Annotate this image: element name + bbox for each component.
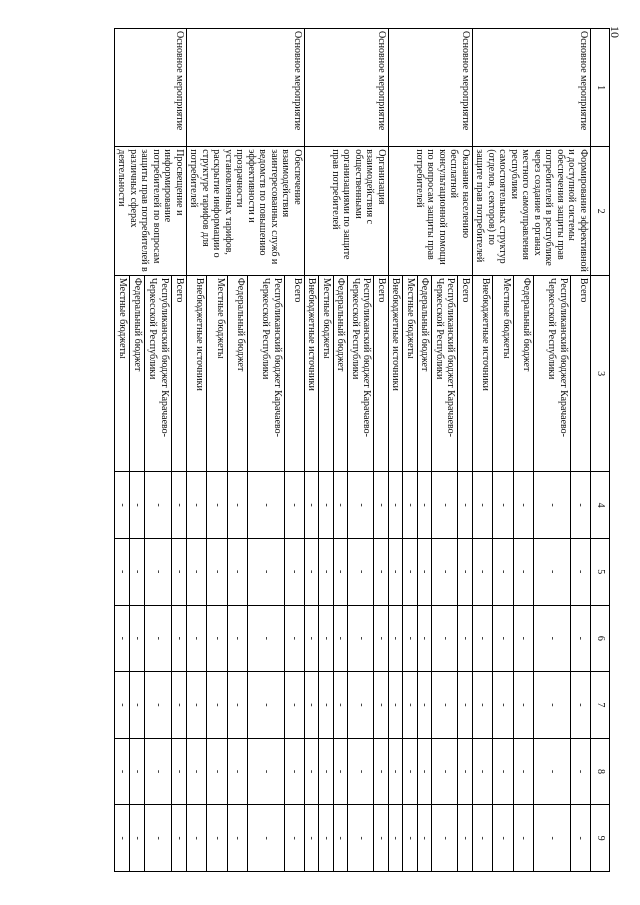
- value-cell: -: [248, 472, 285, 539]
- value-cell: -: [130, 805, 145, 872]
- value-cell: -: [248, 805, 285, 872]
- value-cell: -: [227, 805, 247, 872]
- value-cell: -: [348, 805, 374, 872]
- value-cell: -: [473, 605, 493, 672]
- value-cell: -: [348, 672, 374, 739]
- value-cell: -: [348, 738, 374, 805]
- value-cell: -: [227, 738, 247, 805]
- value-cell: -: [534, 538, 571, 605]
- value-cell: -: [570, 538, 590, 605]
- value-cell: -: [403, 538, 418, 605]
- value-cell: -: [403, 805, 418, 872]
- value-cell: -: [534, 805, 571, 872]
- value-cell: -: [374, 605, 389, 672]
- funding-source-cell: Федеральный бюджет: [130, 275, 145, 471]
- funding-source-cell: Внебюджетные источники: [389, 275, 404, 471]
- value-cell: -: [187, 672, 207, 739]
- value-cell: -: [418, 672, 433, 739]
- value-cell: -: [418, 605, 433, 672]
- value-cell: -: [374, 538, 389, 605]
- value-cell: -: [534, 672, 571, 739]
- value-cell: -: [145, 805, 172, 872]
- value-cell: -: [493, 738, 513, 805]
- value-cell: -: [305, 472, 320, 539]
- value-cell: -: [115, 738, 130, 805]
- column-header: 2: [591, 147, 610, 276]
- value-cell: -: [493, 538, 513, 605]
- value-cell: -: [513, 605, 533, 672]
- value-cell: -: [473, 738, 493, 805]
- value-cell: -: [374, 738, 389, 805]
- value-cell: -: [389, 538, 404, 605]
- value-cell: -: [334, 672, 349, 739]
- value-cell: -: [284, 672, 304, 739]
- value-cell: -: [284, 805, 304, 872]
- value-cell: -: [319, 738, 334, 805]
- value-cell: -: [458, 672, 473, 739]
- value-cell: -: [374, 805, 389, 872]
- value-cell: -: [403, 605, 418, 672]
- value-cell: -: [171, 472, 186, 539]
- table-row: [284, 29, 304, 872]
- value-cell: -: [248, 605, 285, 672]
- funding-source-cell: Федеральный бюджет: [513, 275, 533, 471]
- value-cell: -: [403, 672, 418, 739]
- value-cell: -: [458, 472, 473, 539]
- value-cell: -: [248, 672, 285, 739]
- value-cell: -: [374, 672, 389, 739]
- column-header: 3: [591, 275, 610, 471]
- program-table: [114, 28, 610, 872]
- value-cell: -: [319, 538, 334, 605]
- value-cell: -: [458, 805, 473, 872]
- rotated-table-container: [80, 28, 610, 872]
- value-cell: -: [145, 538, 172, 605]
- funding-source-cell: Внебюджетные источники: [187, 275, 207, 471]
- value-cell: -: [458, 605, 473, 672]
- value-cell: -: [130, 472, 145, 539]
- value-cell: -: [305, 672, 320, 739]
- value-cell: -: [403, 472, 418, 539]
- value-cell: -: [187, 605, 207, 672]
- column-header: 8: [591, 738, 610, 805]
- value-cell: -: [534, 472, 571, 539]
- value-cell: -: [432, 538, 458, 605]
- event-name-cell: Формирование эффективной и доступной системы обеспечения защиты прав потребителей в республике через создание в органах местного самоуправления республики самостоятельных структур (отделов, секторов) по защите прав потребителей: [473, 147, 591, 276]
- table-row: [570, 29, 590, 872]
- value-cell: -: [432, 605, 458, 672]
- value-cell: -: [130, 605, 145, 672]
- funding-source-cell: Внебюджетные источники: [305, 275, 320, 471]
- value-cell: -: [115, 805, 130, 872]
- value-cell: -: [227, 672, 247, 739]
- value-cell: -: [334, 738, 349, 805]
- funding-source-cell: Всего: [374, 275, 389, 471]
- value-cell: -: [334, 605, 349, 672]
- value-cell: -: [207, 538, 227, 605]
- value-cell: -: [534, 738, 571, 805]
- value-cell: -: [432, 472, 458, 539]
- value-cell: -: [187, 472, 207, 539]
- value-cell: -: [248, 538, 285, 605]
- event-type-cell: Основное мероприятие: [115, 29, 187, 147]
- column-header: 4: [591, 472, 610, 539]
- value-cell: -: [348, 605, 374, 672]
- value-cell: -: [305, 805, 320, 872]
- value-cell: -: [418, 472, 433, 539]
- value-cell: -: [305, 738, 320, 805]
- funding-source-cell: Местные бюджеты: [115, 275, 130, 471]
- value-cell: -: [171, 738, 186, 805]
- value-cell: -: [348, 472, 374, 539]
- funding-source-cell: Федеральный бюджет: [418, 275, 433, 471]
- value-cell: -: [418, 738, 433, 805]
- funding-source-cell: Федеральный бюджет: [227, 275, 247, 471]
- funding-source-cell: Местные бюджеты: [403, 275, 418, 471]
- value-cell: -: [207, 738, 227, 805]
- value-cell: -: [348, 538, 374, 605]
- funding-source-cell: Местные бюджеты: [493, 275, 513, 471]
- value-cell: -: [145, 738, 172, 805]
- funding-source-cell: Всего: [458, 275, 473, 471]
- header-row: [591, 29, 610, 872]
- value-cell: -: [130, 738, 145, 805]
- column-header: 5: [591, 538, 610, 605]
- value-cell: -: [473, 538, 493, 605]
- value-cell: -: [227, 472, 247, 539]
- funding-source-cell: Всего: [171, 275, 186, 471]
- value-cell: -: [403, 738, 418, 805]
- value-cell: -: [145, 672, 172, 739]
- value-cell: -: [115, 538, 130, 605]
- value-cell: -: [570, 738, 590, 805]
- value-cell: -: [319, 605, 334, 672]
- funding-source-cell: Внебюджетные источники: [473, 275, 493, 471]
- event-name-cell: Просвещение и информирование потребителей по вопросам защиты прав потребителей в различных сферах деятельности: [115, 147, 187, 276]
- column-header: 1: [591, 29, 610, 147]
- value-cell: -: [305, 538, 320, 605]
- value-cell: -: [171, 605, 186, 672]
- value-cell: -: [284, 738, 304, 805]
- value-cell: -: [207, 605, 227, 672]
- value-cell: -: [284, 605, 304, 672]
- funding-source-cell: Всего: [284, 275, 304, 471]
- value-cell: -: [493, 605, 513, 672]
- value-cell: -: [432, 738, 458, 805]
- value-cell: -: [319, 672, 334, 739]
- value-cell: -: [418, 538, 433, 605]
- funding-source-cell: Республиканский бюджет Карачаево-Черкесской Республики: [248, 275, 285, 471]
- value-cell: -: [493, 805, 513, 872]
- value-cell: -: [171, 672, 186, 739]
- value-cell: -: [389, 805, 404, 872]
- value-cell: -: [493, 472, 513, 539]
- value-cell: -: [513, 672, 533, 739]
- value-cell: -: [284, 538, 304, 605]
- table-row: [171, 29, 186, 872]
- value-cell: -: [248, 738, 285, 805]
- value-cell: -: [389, 672, 404, 739]
- value-cell: -: [319, 805, 334, 872]
- funding-source-cell: Республиканский бюджет Карачаево-Черкесской Республики: [145, 275, 172, 471]
- value-cell: -: [305, 605, 320, 672]
- table-row: [458, 29, 473, 872]
- funding-source-cell: Местные бюджеты: [207, 275, 227, 471]
- value-cell: -: [570, 605, 590, 672]
- funding-source-cell: Республиканский бюджет Карачаево-Черкесской Республики: [534, 275, 571, 471]
- event-type-cell: Основное мероприятие: [389, 29, 473, 147]
- column-header: 6: [591, 605, 610, 672]
- value-cell: -: [389, 605, 404, 672]
- value-cell: -: [130, 672, 145, 739]
- value-cell: -: [115, 672, 130, 739]
- value-cell: -: [374, 472, 389, 539]
- value-cell: -: [513, 805, 533, 872]
- value-cell: -: [389, 472, 404, 539]
- value-cell: -: [207, 672, 227, 739]
- value-cell: -: [145, 472, 172, 539]
- value-cell: -: [513, 472, 533, 539]
- value-cell: -: [145, 605, 172, 672]
- event-name-cell: Организация взаимодействия с общественными организациями по защите прав потребителей: [305, 147, 389, 276]
- value-cell: -: [187, 538, 207, 605]
- value-cell: -: [432, 672, 458, 739]
- value-cell: -: [187, 738, 207, 805]
- value-cell: -: [389, 738, 404, 805]
- value-cell: -: [513, 738, 533, 805]
- value-cell: -: [207, 805, 227, 872]
- funding-source-cell: Местные бюджеты: [319, 275, 334, 471]
- value-cell: -: [473, 805, 493, 872]
- value-cell: -: [334, 472, 349, 539]
- value-cell: -: [115, 605, 130, 672]
- event-type-cell: Основное мероприятие: [187, 29, 305, 147]
- event-name-cell: Оказание населению бесплатной консультационной помощи по вопросам защиты прав потребителей: [389, 147, 473, 276]
- event-name-cell: Обеспечение взаимодействия заинтересованных служб и ведомств по повышению эффективности и прозрачности установленных тарифов, раскрытие информации о структуре тарифов для потребителей: [187, 147, 305, 276]
- value-cell: -: [171, 538, 186, 605]
- value-cell: -: [493, 672, 513, 739]
- value-cell: -: [473, 472, 493, 539]
- column-header: 7: [591, 672, 610, 739]
- page-number: 10: [608, 26, 622, 38]
- value-cell: -: [570, 672, 590, 739]
- value-cell: -: [570, 472, 590, 539]
- value-cell: -: [171, 805, 186, 872]
- value-cell: -: [115, 472, 130, 539]
- value-cell: -: [473, 672, 493, 739]
- funding-source-cell: Республиканский бюджет Карачаево-Черкесской Республики: [348, 275, 374, 471]
- table-row: [374, 29, 389, 872]
- value-cell: -: [458, 538, 473, 605]
- value-cell: -: [319, 472, 334, 539]
- value-cell: -: [334, 805, 349, 872]
- funding-source-cell: Республиканский бюджет Карачаево-Черкесской Республики: [432, 275, 458, 471]
- column-header: 9: [591, 805, 610, 872]
- event-type-cell: Основное мероприятие: [305, 29, 389, 147]
- value-cell: -: [187, 805, 207, 872]
- value-cell: -: [513, 538, 533, 605]
- value-cell: -: [130, 538, 145, 605]
- value-cell: -: [284, 472, 304, 539]
- value-cell: -: [418, 805, 433, 872]
- value-cell: -: [534, 605, 571, 672]
- value-cell: -: [227, 605, 247, 672]
- value-cell: -: [458, 738, 473, 805]
- value-cell: -: [570, 805, 590, 872]
- value-cell: -: [227, 538, 247, 605]
- funding-source-cell: Федеральный бюджет: [334, 275, 349, 471]
- event-type-cell: Основное мероприятие: [473, 29, 591, 147]
- value-cell: -: [432, 805, 458, 872]
- value-cell: -: [207, 472, 227, 539]
- funding-source-cell: Всего: [570, 275, 590, 471]
- value-cell: -: [334, 538, 349, 605]
